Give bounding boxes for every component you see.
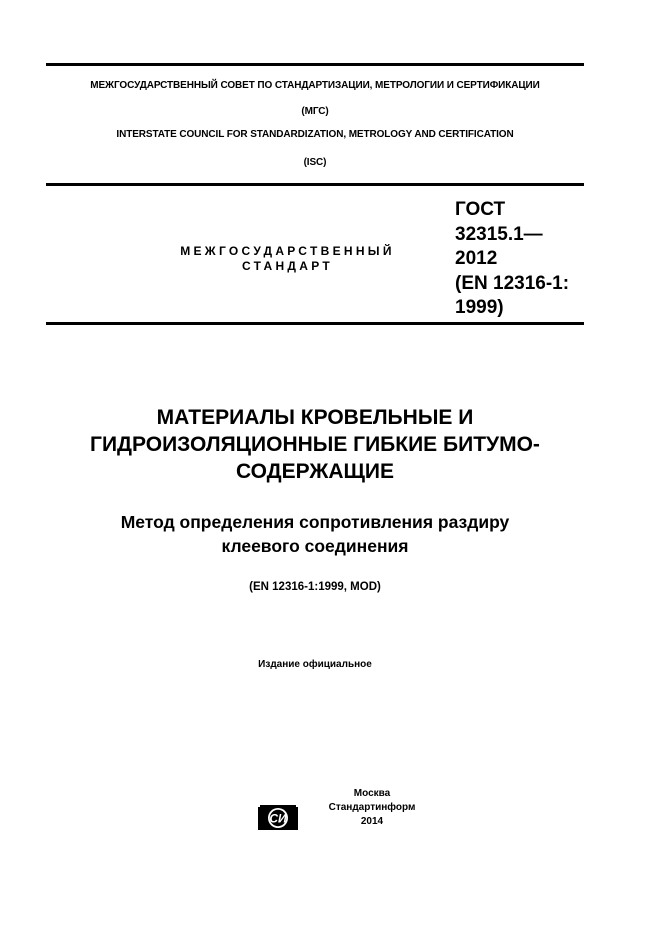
bottom-header-rule: [46, 322, 584, 325]
council-abbr-ru: (МГС): [301, 106, 329, 117]
standard-type: [160, 244, 415, 274]
standard-reference: (EN 12316-1:1999, MOD): [249, 581, 381, 593]
document-subtitle: [60, 510, 570, 558]
designation-line2: 32315.1—: [455, 223, 543, 245]
designation-line1: ГОСТ: [455, 199, 506, 220]
standard-type-line2: СТАНДАРТ: [241, 259, 334, 273]
publisher-year: 2014: [360, 816, 384, 827]
publisher-name: Стандартинформ: [328, 802, 416, 813]
standard-designation: [455, 198, 569, 321]
subtitle-line1: Метод определения сопротивления раздиру: [120, 512, 510, 532]
publisher-city: Москва: [353, 788, 391, 799]
designation-line4: (EN 12316-1:: [455, 272, 570, 294]
designation-line3: 2012: [455, 248, 498, 269]
subtitle-line2: клеевого соединения: [221, 536, 409, 556]
edition-note: Издание официальное: [258, 659, 372, 670]
top-rule: [46, 63, 584, 66]
standard-type-line1: МЕЖГОСУДАРСТВЕННЫЙ: [180, 244, 395, 258]
document-title: [60, 404, 570, 485]
council-abbr-en: (ISC): [303, 157, 327, 168]
logo-text: СИ: [269, 811, 287, 826]
council-name-en: INTERSTATE COUNCIL FOR STANDARDIZATION, METROLOGY AND CERTIFICATION: [116, 129, 514, 140]
designation-line5: 1999): [455, 297, 504, 318]
title-line2: ГИДРОИЗОЛЯЦИОННЫЕ ГИБКИЕ БИТУМО-: [90, 433, 540, 456]
title-line3: СОДЕРЖАЩИЕ: [235, 460, 395, 483]
middle-rule: [46, 183, 584, 186]
council-name-ru: МЕЖГОСУДАРСТВЕННЫЙ СОВЕТ ПО СТАНДАРТИЗАЦИИ, МЕТРОЛОГИИ И СЕРТИФИКАЦИИ: [90, 80, 540, 91]
title-line1: МАТЕРИАЛЫ КРОВЕЛЬНЫЕ И: [156, 406, 474, 429]
publisher-block: [318, 787, 426, 829]
standartinform-logo-icon: [257, 803, 299, 831]
